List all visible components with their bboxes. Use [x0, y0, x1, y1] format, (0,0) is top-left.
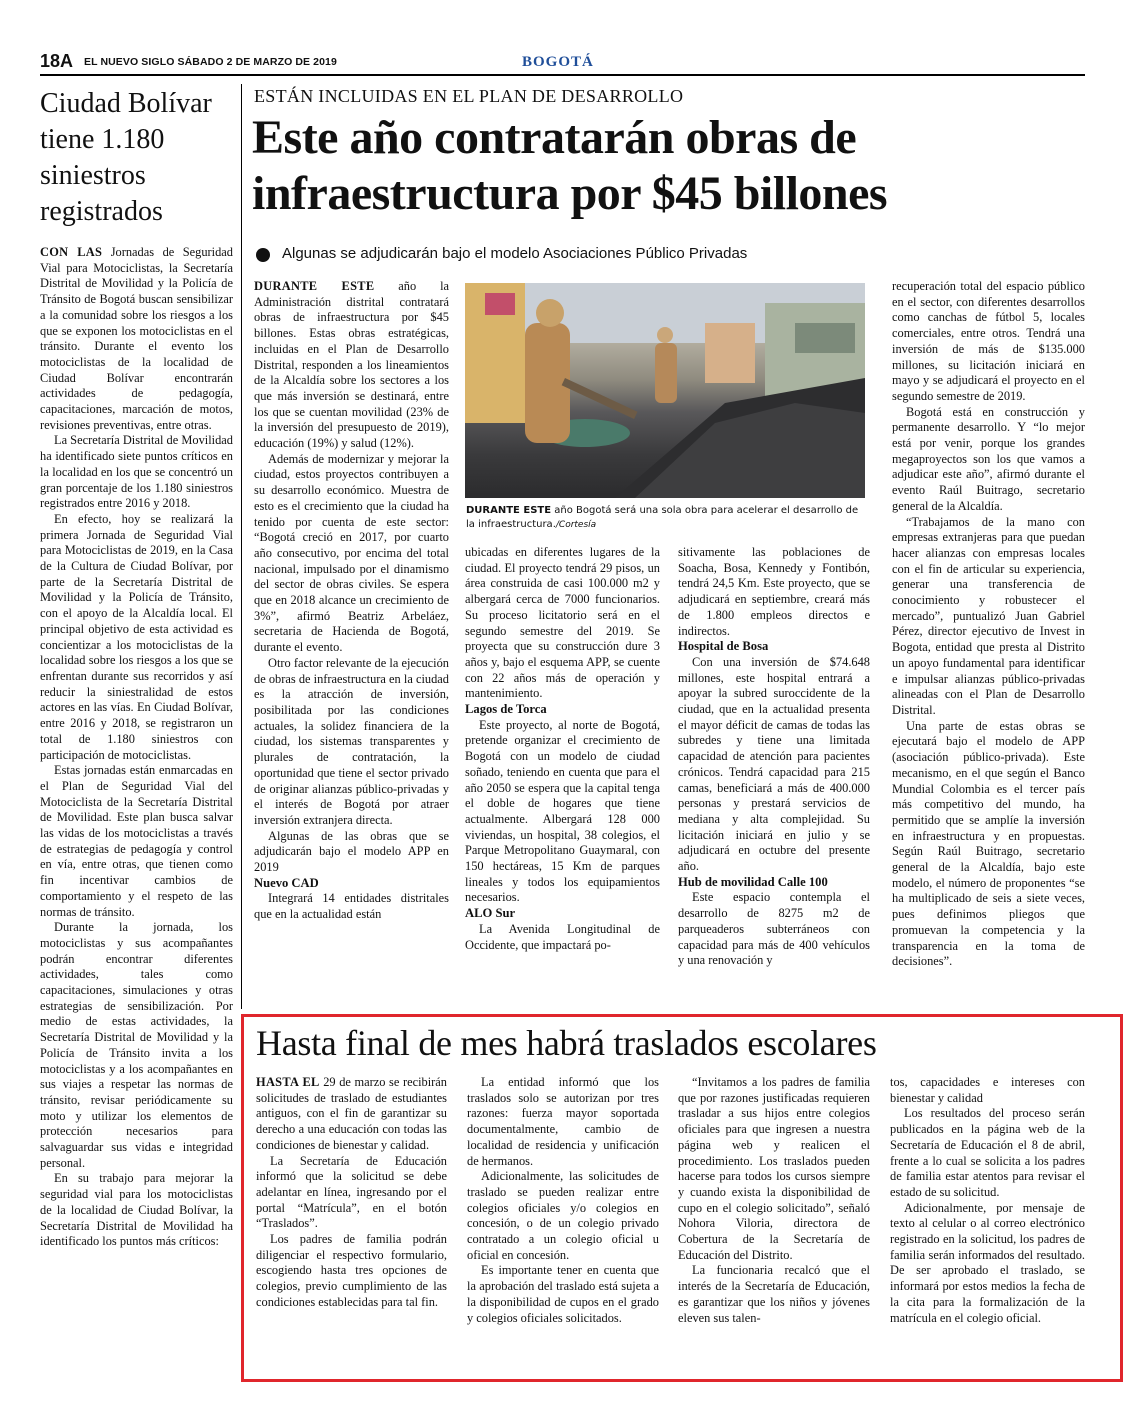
caption-lead: DURANTE ESTE: [466, 505, 552, 516]
kicker: ESTÁN INCLUIDAS EN EL PLAN DE DESARROLLO: [254, 86, 684, 106]
box-paragraph: Adicionalmente, por mensaje de texto al celular o al correo electrónico registrado en la solicitud, los padres de familia serán informados del resultado. De ser aprobado el traslado, se informará por estos medios la fecha de la cita para la formalización de la matrícula en el colegio oficial.: [890, 1200, 1085, 1325]
paper-date-line: EL NUEVO SIGLO SÁBADO 2 DE MARZO DE 2019: [84, 56, 337, 68]
sidebar-headline-line: Ciudad Bolívar: [40, 88, 212, 119]
box-paragraph: Es importante tener en cuenta que la aprobación del traslado está sujeta a la disponibilidad de cupos en el grado y colegios oficiales solicitados.: [467, 1263, 659, 1325]
main-paragraph: La Avenida Longitudinal de Occidente, que impactará po-: [465, 921, 660, 952]
box-lead-in: HASTA EL: [256, 1075, 320, 1089]
sidebar-lead-in: CON LAS: [40, 245, 103, 259]
photo-caption: [466, 504, 868, 532]
main-headline-line: Este año contratarán obras de: [252, 111, 857, 164]
main-col-2: [465, 545, 660, 953]
subhead: Hospital de Bosa: [678, 639, 769, 654]
subhead: Nuevo CAD: [254, 875, 319, 890]
photo-illustration: [465, 283, 865, 498]
box-paragraph: Los padres de familia podrán diligenciar el respectivo formulario, escogiendo hasta tres opciones de colegios, previo cumplimiento de las condiciones establecidas para tal fin.: [256, 1232, 447, 1309]
main-paragraph: Además de modernizar y mejorar la ciudad, estos proyectos contribuyen a su desarrollo económico. Muestra de esto es el crecimiento que la ciudad ha tenido por cuenta de este sector: “Bogotá creció en 2017, por cuarto año consecutivo, por encima del total nacional, impulsado por el dinamismo del sector de obras civiles. Se espera que en 2018 alcance un crecimiento de 3%”, afirmó Beatriz Arbeláez, secretaria de Hacienda de Bogotá, durante el evento.: [254, 451, 449, 655]
main-paragraph: Integrará 14 entidades distritales que en la actualidad están: [254, 891, 449, 922]
main-paragraph: Con una inversión de $74.648 millones, este hospital entrará a apoyar la subred suroccidente de la ciudad, que en la actualidad presenta el mayor déficit de camas de todas las subredes y tiene una limitada capacidad de atención para pacientes crónicos. Tendrá capacidad para 215 camas, beneficiará a más de 400.000 personas y prestará servicios de mediana y alta complejidad. Su licitación iniciará en julio y se adjudicará en octubre del presente año.: [678, 654, 870, 874]
main-headline-line: infraestructura por $45 billones: [252, 167, 888, 220]
main-col-1: [254, 279, 449, 923]
main-paragraph: [254, 279, 449, 452]
subhead: ALO Sur: [465, 906, 516, 921]
caption-text: año Bogotá será una sola obra para acelerar el desarrollo de la infraestructura.: [466, 505, 859, 530]
main-paragraph: Otro factor relevante de la ejecución de obras de infraestructura en la ciudad es la atracción de inversión, posibilitada por las condiciones actuales, la solidez financiera de la ciudad, los sistemas transparentes y plurales de contratación, la oportunidad que tiene el sector privado de originar alianzas público-privadas y el interés de Bogotá por atraer inversión extranjera directa.: [254, 655, 449, 827]
main-text: año la Administración distrital contratará obras de infraestructura por $45 billones. Estas obras estratégicas, incluidas en el Plan de Desarrollo Distrital, responden a los lineamientos de la Alcaldía sobre los sectores a los que más inversión se destinará, entre los que se cuentan movilidad (23% de la inversión del presupuesto de 2019), educación (19%) y salud (12%).: [254, 279, 450, 451]
main-headline: [252, 110, 1082, 222]
main-paragraph: Este proyecto, al norte de Bogotá, pretende organizar el crecimiento de Bogotá con un modelo de ciudad soñado, teniendo en cuenta que para el año 2050 se espera que la capital tenga el doble de hogares que tiene actualmente. Albergará 128 000 viviendas, un hospital, 38 colegios, el Parque Metropolitano Guaymaral, con 150 hectáreas, 15 Km de parques lineales y todos los equipamientos necesarios.: [465, 717, 660, 905]
box-paragraph: Adicionalmente, las solicitudes de traslado se pueden realizar entre colegios oficiales y/o colegios en concesión, o de un colegio privado contratado a un colegio oficial u oficial en concesión.: [467, 1169, 659, 1262]
page-number: 18A: [40, 51, 74, 71]
main-lead-in: DURANTE ESTE: [254, 279, 375, 293]
main-paragraph: Bogotá está en construcción y permanente desarrollo. Y “lo mejor está por venir, porque los grandes megaproyectos son los que vamos a adjudicar este año”, afirmó durante el evento Raúl Buitrago, secretario general de la Alcaldía.: [892, 404, 1085, 513]
deck: Algunas se adjudicarán bajo el modelo Asociaciones Público Privadas: [282, 245, 748, 262]
box-col-4: [890, 1075, 1085, 1326]
folio-rule: [40, 74, 1085, 76]
sidebar-headline-line: tiene 1.180: [40, 124, 165, 155]
sidebar-article: [40, 245, 233, 1250]
box-col-1: [256, 1075, 447, 1311]
sidebar-paragraph: La Secretaría Distrital de Movilidad ha identificado siete puntos críticos en la localidad en los que se concentró un gran porcentaje de los 1.180 siniestros registrados entre 2016 y 2018.: [40, 433, 233, 511]
box-headline: Hasta final de mes habrá traslados escolares: [256, 1023, 877, 1063]
subhead: Lagos de Torca: [465, 702, 547, 717]
main-col-3: [678, 545, 870, 969]
sidebar-paragraph: En efecto, hoy se realizará la primera Jornada de Seguridad Vial para Motociclistas de 2019, en la Casa de la Cultura de Ciudad Bolívar, por parte de la Secretaría Distrital de Movilidad y la Policía de Tránsito, con el apoyo de la Alcaldía local. El principal objetivo de esta actividad es concientizar a los motociclistas de la localidad sobre los riesgos a los que se enfrentan durante sus recorridos y así reducir la siniestralidad de estos actores en las vías. En Ciudad Bolívar, entre 2016 y 2018, se registraron un total de 1.180 siniestros con participación de motociclistas.: [40, 511, 233, 762]
box-col-3: [678, 1075, 870, 1326]
section-name: BOGOTÁ: [522, 54, 594, 70]
sidebar-paragraph: En su trabajo para mejorar la seguridad vial para los motociclistas de la localidad de Ciudad Bolívar, la Secretaría Distrital de Movilidad ha identificado los puntos más críticos:: [40, 1171, 233, 1249]
main-paragraph: sitivamente las poblaciones de Soacha, Bosa, Kennedy y Fontibón, tendrá 24,5 Km. Este proyecto, que se adjudicará en septiembre, creará más de 1.800 empleos directos e indirectos.: [678, 545, 870, 638]
main-paragraph: Algunas de las obras que se adjudicarán bajo el modelo APP en 2019: [254, 828, 449, 875]
box-paragraph: Los resultados del proceso serán publicados en la página web de la Secretaría de Educación el 8 de abril, frente a lo cual se solicita a los padres de familia estar atentos para revisar el estado de su solicitud.: [890, 1106, 1085, 1199]
box-paragraph: La entidad informó que los traslados solo se autorizan por tres razones: fuerza mayor soportada documentalmente, cambio de localidad de residencia y unificación de hermanos.: [467, 1075, 659, 1168]
sidebar-divider: [241, 84, 242, 1009]
box-paragraph: La funcionaria recalcó que el interés de la Secretaría de Educación, es garantizar que los niños y jóvenes eleven sus talen-: [678, 1263, 870, 1325]
sidebar-text: Jornadas de Seguridad Vial para Motociclistas, la Secretaría Distrital de Movilidad y la Policía de Tránsito de Bogotá buscan sensibilizar a la comunidad sobre los riesgos a los que se exponen los motociclistas en el tránsito. Durante el evento los motociclistas de la localidad de Ciudad Bolívar encontrarán actividades de pedagogía, capacitaciones, marcación de motos, revisiones preventivas, entre otras.: [40, 245, 233, 432]
box-col-2: [467, 1075, 659, 1326]
main-paragraph: recuperación total del espacio público en el sector, con diferentes desarrollos como canchas de fútbol 5, locales comerciales, entre otros. Tendrá una inversión de más de $135.000 millones, su licitación iniciará en mayo y se adjudicará el proyecto en el segundo semestre de 2019.: [892, 279, 1085, 403]
caption-credit: /Cortesía: [555, 520, 597, 530]
construction-photo: [465, 283, 865, 498]
box-text: 29 de marzo se recibirán solicitudes de traslado de estudiantes antiguos, con el fin de garantizar su derecho a una educación con todas las condiciones de bienestar y calidad.: [256, 1075, 447, 1152]
bullet-icon: [256, 248, 270, 262]
sidebar-paragraph: [40, 245, 233, 433]
main-col-4: [892, 279, 1085, 970]
box-paragraph: La Secretaría de Educación informó que la solicitud se debe adelantar en línea, ingresando por el portal “Matrícula”, en el botón “Traslados”.: [256, 1153, 447, 1231]
main-paragraph: Una parte de estas obras se ejecutará bajo el modelo de APP (asociación público-privada). Este mecanismo, en el que según el Banco Mundial Colombia es el tercer país más competitivo del mundo, ha permitido que se amplíe la inversión en infraestructura y en propuestas. Según Raúl Buitrago, secretario general de la Alcaldía, bajo este modelo, el número de proponentes “se ha multiplicado de seis a siete veces, pues definimos pliegos que promuevan la competencia y la transparencia en la toma de decisiones”.: [892, 718, 1085, 969]
main-paragraph: “Trabajamos de la mano con empresas extranjeras para que puedan hacer alianzas con empresas locales con el fin de articular su experiencia, generar una transferencia de conocimiento y robustecer el mercado”, puntualizó Juan Gabriel Pérez, director ejecutivo de Invest in Bogota, entidad que presta al Distrito un apoyo fundamental para identificar e impulsar alianzas público-privadas alineadas con el Plan de Desarrollo Distrital.: [892, 514, 1085, 717]
subhead: Hub de movilidad Calle 100: [678, 874, 828, 889]
sidebar-headline-line: registrados: [40, 196, 163, 227]
sidebar-paragraph: Durante la jornada, los motociclistas y sus acompañantes podrán encontrar diferentes actividades, tales como capacitaciones, simulaciones y otras estrategias de sensibilización. Por medio de estas actividades, la Secretaría Distrital de Movilidad y la Policía de Tránsito invita a los motociclistas y a los acompañantes en sus viajes a respetar las normas de tránsito, revisar periódicamente su moto y utilizar los elementos de protección necesarios para salvaguardar sus vidas e integridad personal.: [40, 920, 233, 1170]
box-paragraph: tos, capacidades e intereses con bienestar y calidad: [890, 1075, 1085, 1105]
sidebar-paragraph: Estas jornadas están enmarcadas en el Plan de Seguridad Vial del Motociclista de la Secretaría Distrital de Movilidad. Este plan busca salvar las vidas de los motociclistas a través de estrategias de pedagogía y control en vía, entre otras, que tienen como fin incentivar cambios de comportamiento y el respeto de las normas de tránsito.: [40, 763, 233, 919]
main-paragraph: Este espacio contempla el desarrollo de 8275 m2 de parqueaderos subterráneos con capacidad para más de 400 vehículos y una renovación y: [678, 890, 870, 968]
box-paragraph: “Invitamos a los padres de familia que por razones justificadas requieren trasladar a sus hijos entre colegios oficiales para que ingresen a nuestra página web y realicen el procedimiento. Los traslados pueden hacerse para todos los cursos siempre y cuando exista la disponibilidad de cupo en el colegio solicitado”, señaló Nohora Viloria, directora de Cobertura de la Secretaría de Educación del Distrito.: [678, 1075, 870, 1262]
main-paragraph: ubicadas en diferentes lugares de la ciudad. El proyecto tendrá 29 pisos, un área construida de casi 100.000 m2 y albergará cerca de 7000 funcionarios. Su proceso licitatorio será en el segundo semestre del 2019. Se proyecta que su construcción dure 3 años y, bajo el esquema APP, se cuente con 22 años más de operación y mantenimiento.: [465, 545, 660, 701]
box-paragraph: [256, 1075, 447, 1154]
sidebar-headline: [40, 86, 235, 230]
sidebar-headline-line: siniestros: [40, 160, 146, 191]
